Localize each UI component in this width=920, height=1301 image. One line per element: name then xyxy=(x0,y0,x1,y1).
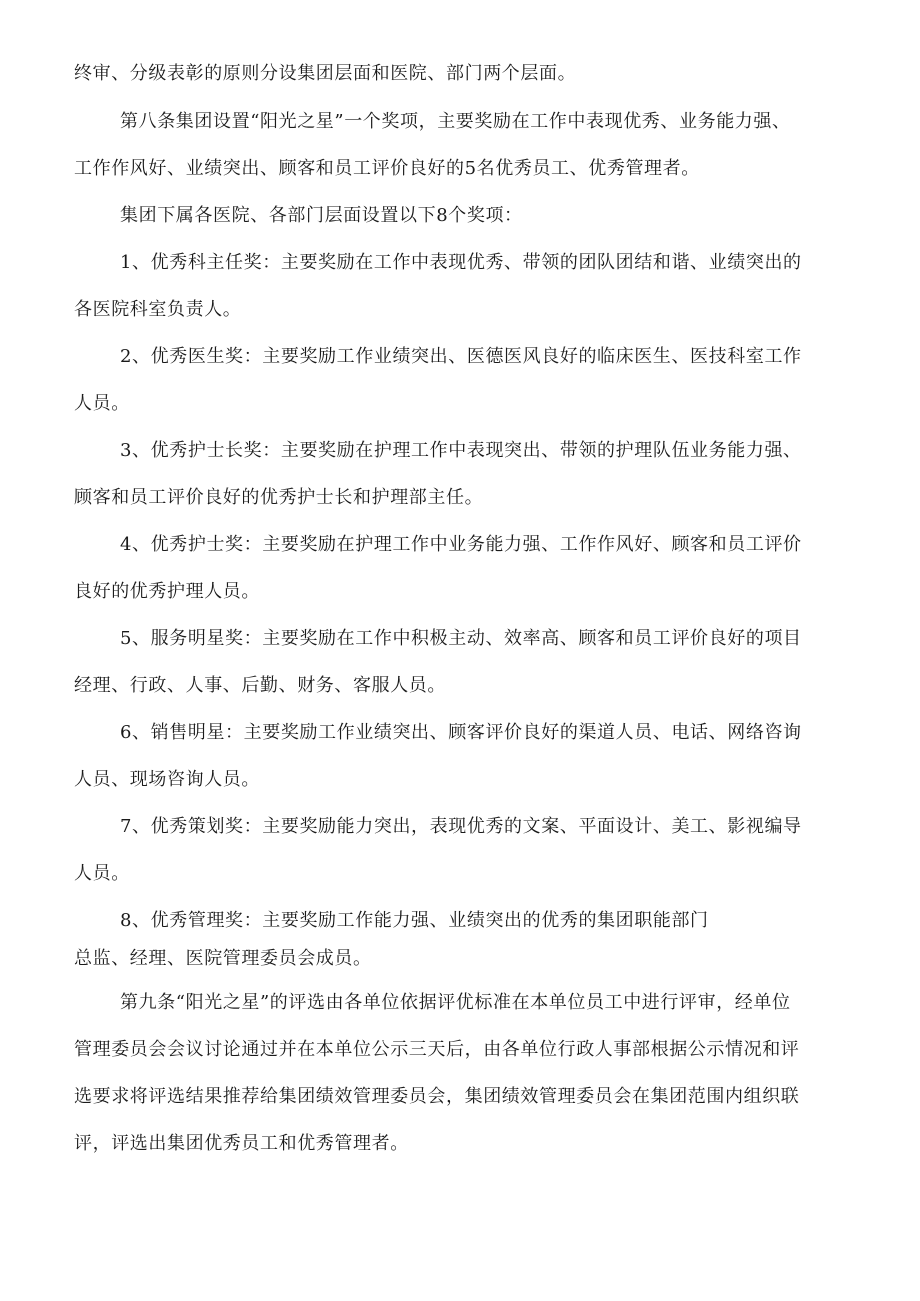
text-line: 人员。 xyxy=(74,393,130,414)
text-line: 3、优秀护士长奖：主要奖励在护理工作中表现突出、带领的护理队伍业务能力强、 xyxy=(120,440,802,461)
text-line: 顾客和员工评价良好的优秀护士长和护理部主任。 xyxy=(74,487,484,508)
text-line: 集团下属各医院、各部门层面设置以下8个奖项： xyxy=(120,205,523,226)
text-line: 人员、现场咨询人员。 xyxy=(74,769,260,790)
text-line: 经理、行政、人事、后勤、财务、客服人员。 xyxy=(74,675,446,696)
text-line: 评，评选出集团优秀员工和优秀管理者。 xyxy=(74,1133,409,1154)
text-line: 总监、经理、医院管理委员会成员。 xyxy=(74,948,372,969)
text-line: 第八条集团设置“阳光之星”一个奖项，主要奖励在工作中表现优秀、业务能力强、 xyxy=(120,111,791,132)
text-line: 终审、分级表彰的原则分设集团层面和医院、部门两个层面。 xyxy=(74,63,577,84)
text-line: 选要求将评选结果推荐给集团绩效管理委员会，集团绩效管理委员会在集团范围内组织联 xyxy=(74,1086,800,1107)
text-line: 人员。 xyxy=(74,863,130,884)
text-line: 5、服务明星奖：主要奖励在工作中积极主动、效率高、顾客和员工评价良好的项目 xyxy=(120,628,802,649)
text-line: 管理委员会会议讨论通过并在本单位公示三天后，由各单位行政人事部根据公示情况和评 xyxy=(74,1039,800,1060)
text-line: 8、优秀管理奖：主要奖励工作能力强、业绩突出的优秀的集团职能部门 xyxy=(120,910,709,931)
text-line: 各医院科室负责人。 xyxy=(74,299,242,320)
text-line: 2、优秀医生奖：主要奖励工作业绩突出、医德医风良好的临床医生、医技科室工作 xyxy=(120,346,802,367)
text-line: 6、销售明星：主要奖励工作业绩突出、顾客评价良好的渠道人员、电话、网络咨询 xyxy=(120,722,802,743)
text-line: 4、优秀护士奖：主要奖励在护理工作中业务能力强、工作作风好、顾客和员工评价 xyxy=(120,534,802,555)
text-line: 良好的优秀护理人员。 xyxy=(74,581,260,602)
text-line: 7、优秀策划奖：主要奖励能力突出，表现优秀的文案、平面设计、美工、影视编导 xyxy=(120,816,802,837)
text-line: 1、优秀科主任奖：主要奖励在工作中表现优秀、带领的团队团结和谐、业绩突出的 xyxy=(120,252,802,273)
text-line: 工作作风好、业绩突出、顾客和员工评价良好的5名优秀员工、优秀管理者。 xyxy=(74,158,700,179)
text-line: 第九条“阳光之星”的评选由各单位依据评优标准在本单位员工中进行评审，经单位 xyxy=(120,992,791,1013)
